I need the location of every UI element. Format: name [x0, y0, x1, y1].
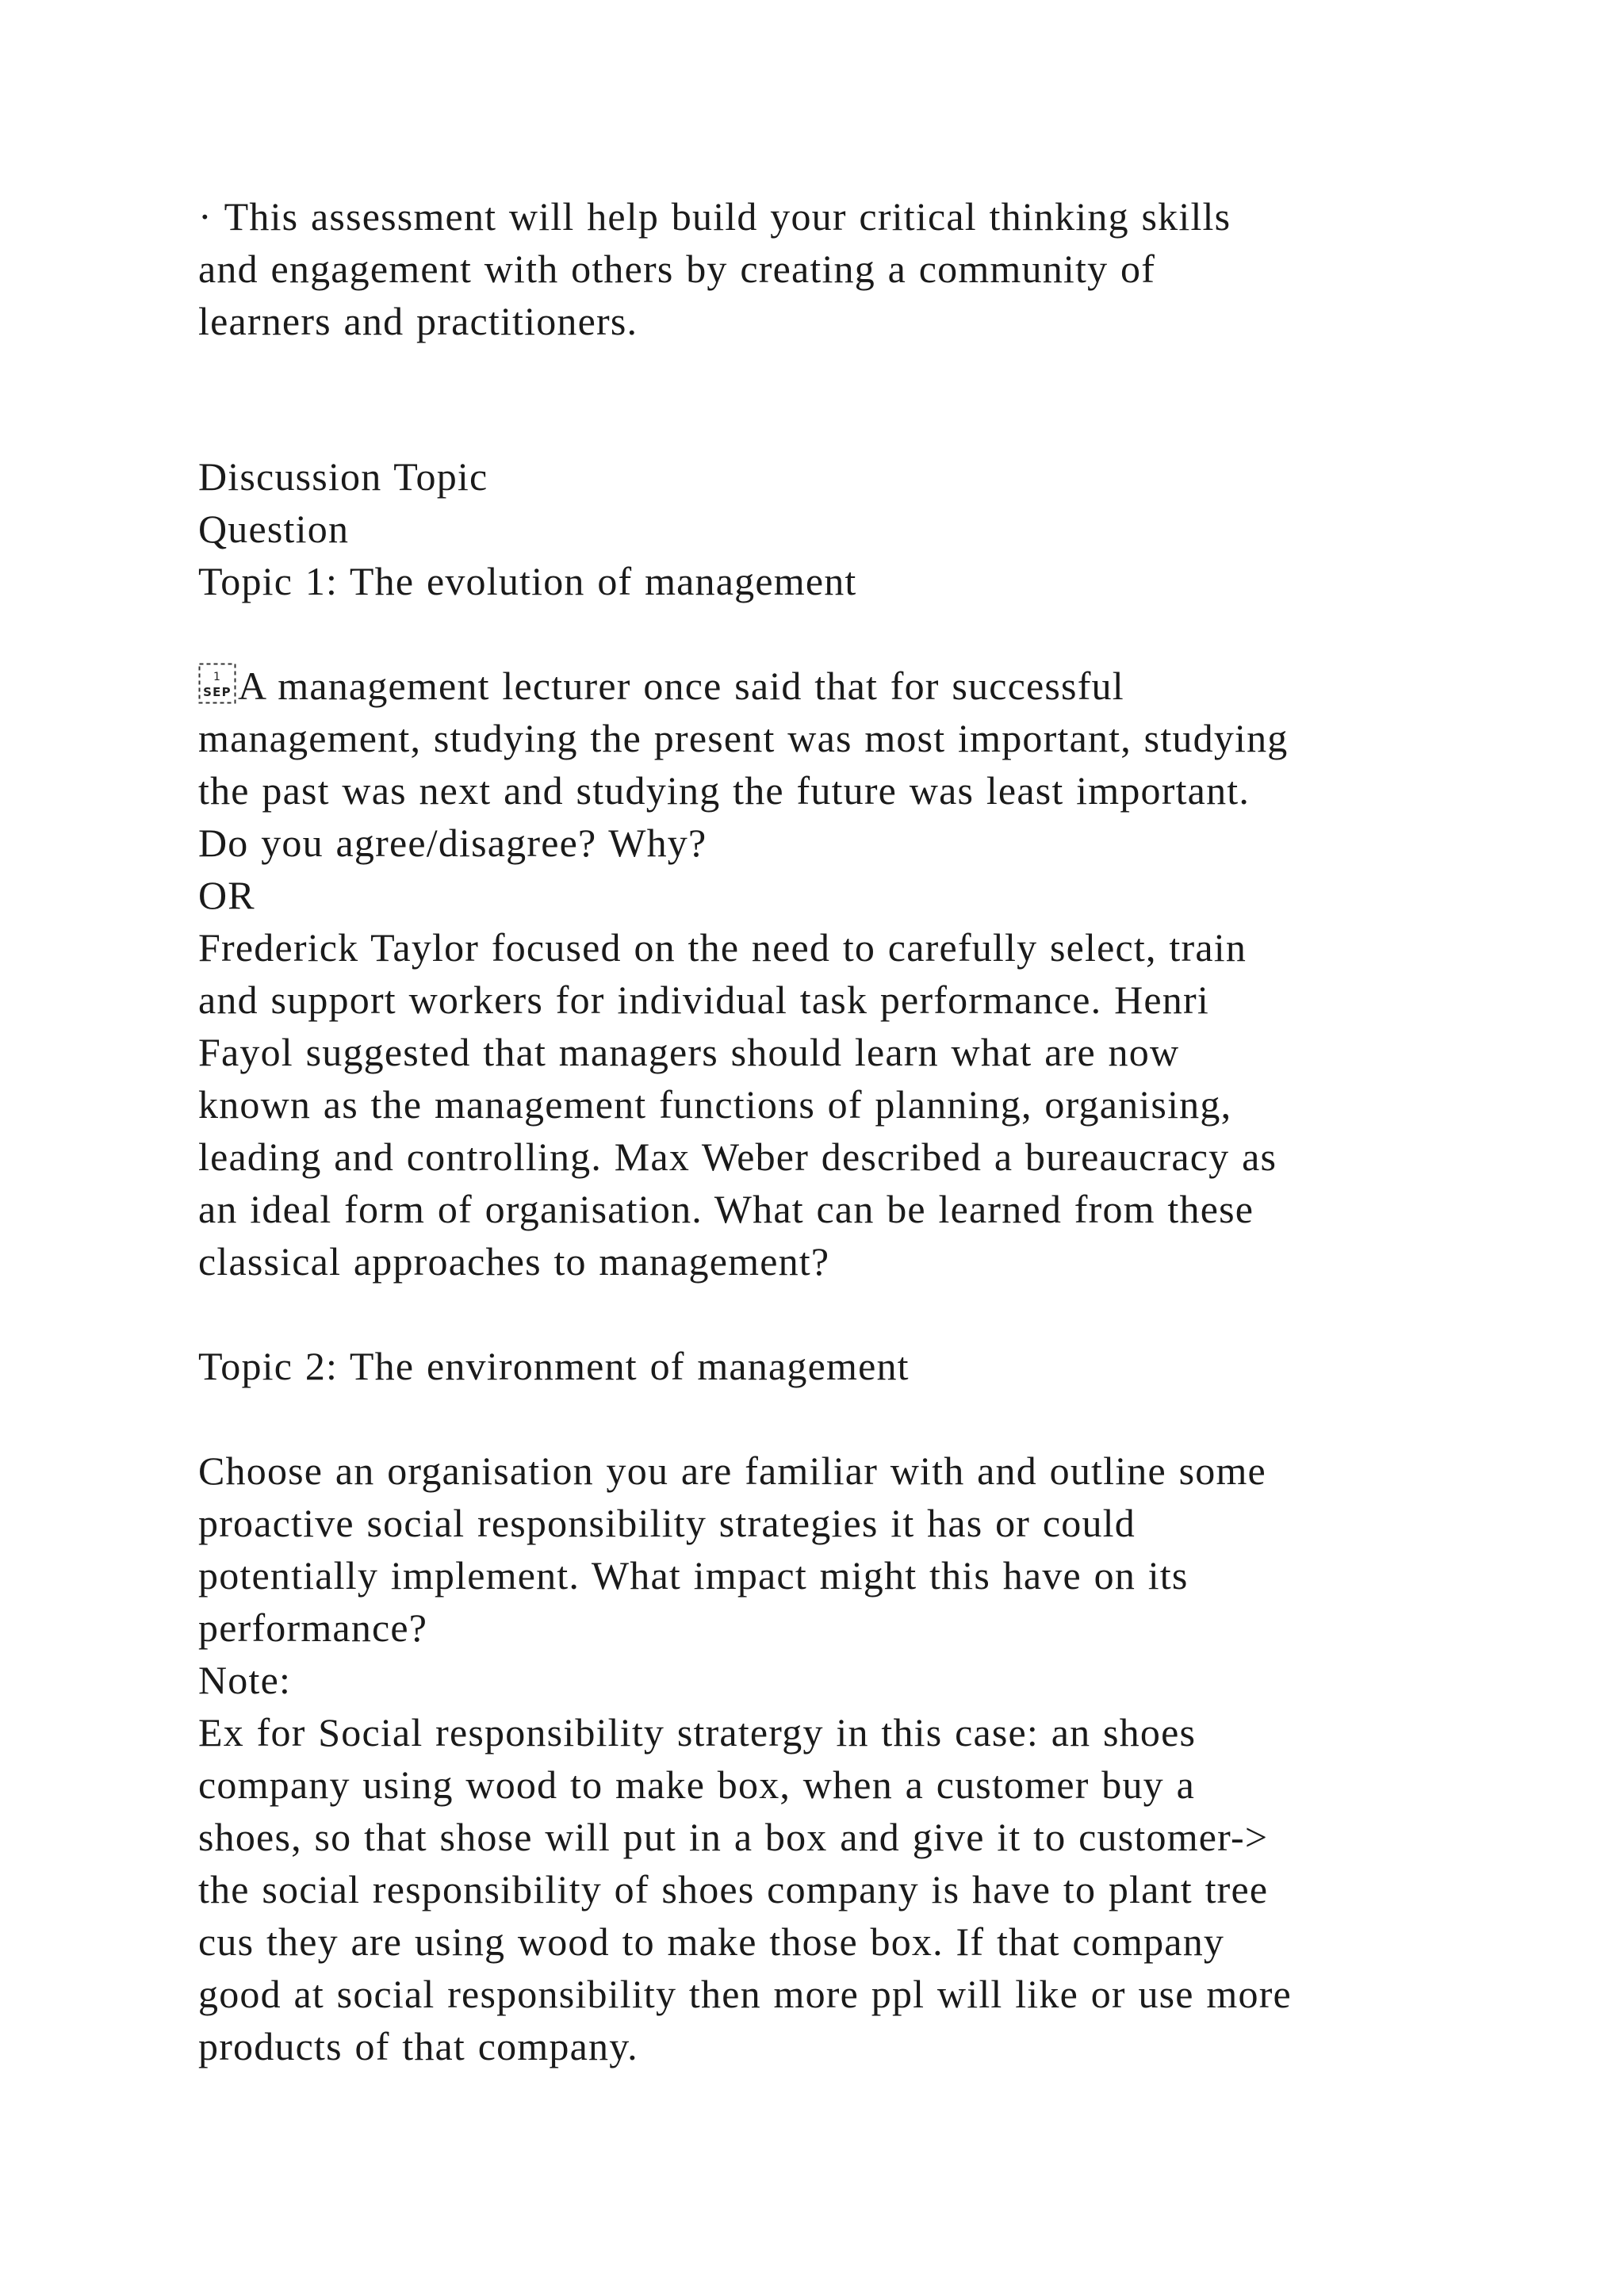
text-line: cus they are using wood to make those box. If that company	[198, 1919, 1225, 1964]
text-line: and engagement with others by creating a community of	[198, 247, 1156, 291]
topic2-note	[198, 1706, 1499, 2072]
text-line	[198, 660, 1499, 712]
text-line: good at social responsibility then more ppl will like or use more	[198, 1972, 1292, 2016]
topic1-question1	[198, 660, 1499, 869]
text-line: potentially implement. What impact might this have on its	[198, 1553, 1189, 1598]
topic1-question2	[198, 921, 1499, 1288]
text-line: Do you agree/disagree? Why?	[198, 821, 707, 865]
spacer	[198, 607, 1499, 660]
topic1-heading: Topic 1: The evolution of management	[198, 559, 857, 603]
separator-control-glyph-icon	[198, 663, 236, 704]
text-line: an ideal form of organisation. What can be learned from these	[198, 1187, 1254, 1231]
text-line: and support workers for individual task performance. Henri	[198, 978, 1209, 1022]
svg-text:SEP: SEP	[203, 685, 232, 699]
text-line: leading and controlling. Max Weber described a bureaucracy as	[198, 1135, 1277, 1179]
spacer	[198, 1288, 1499, 1340]
text-line: shoes, so that shose will put in a box and give it to customer->	[198, 1815, 1269, 1859]
question-label: Question	[198, 507, 350, 551]
text-line: products of that company.	[198, 2024, 638, 2068]
text-line: classical approaches to management?	[198, 1239, 830, 1284]
text-line: the past was next and studying the future was least important.	[198, 768, 1251, 813]
document-page	[198, 190, 1499, 2072]
text-line: the social responsibility of shoes company is have to plant tree	[198, 1867, 1269, 1911]
text-line: Ex for Social responsibility stratergy in this case: an shoes	[198, 1710, 1197, 1755]
text-line: Fayol suggested that managers should learn what are now	[198, 1030, 1180, 1074]
text-line: learners and practitioners.	[198, 299, 638, 343]
discussion-topic-heading: Discussion Topic	[198, 454, 488, 499]
text-line: Choose an organisation you are familiar with and outline some	[198, 1448, 1266, 1493]
text-line: management, studying the present was most important, studying	[198, 716, 1289, 760]
text-line: · This assessment will help build your critical thinking skills	[198, 194, 1231, 239]
text-line: proactive social responsibility strategies it has or could	[198, 1501, 1136, 1545]
or-label: OR	[198, 873, 255, 917]
note-label: Note:	[198, 1658, 292, 1702]
spacer	[198, 347, 1499, 450]
text-line: Frederick Taylor focused on the need to carefully select, train	[198, 925, 1247, 970]
topic2-heading: Topic 2: The environment of management	[198, 1344, 910, 1388]
text-line: known as the management functions of planning, organising,	[198, 1082, 1232, 1127]
spacer	[198, 1392, 1499, 1445]
q1-first-line-text: A management lecturer once said that for successful	[238, 664, 1124, 708]
topic2-question	[198, 1445, 1499, 1654]
intro-paragraph	[198, 190, 1499, 347]
text-line: performance?	[198, 1605, 428, 1650]
svg-text:1: 1	[213, 671, 222, 683]
text-line: company using wood to make box, when a customer buy a	[198, 1762, 1195, 1807]
